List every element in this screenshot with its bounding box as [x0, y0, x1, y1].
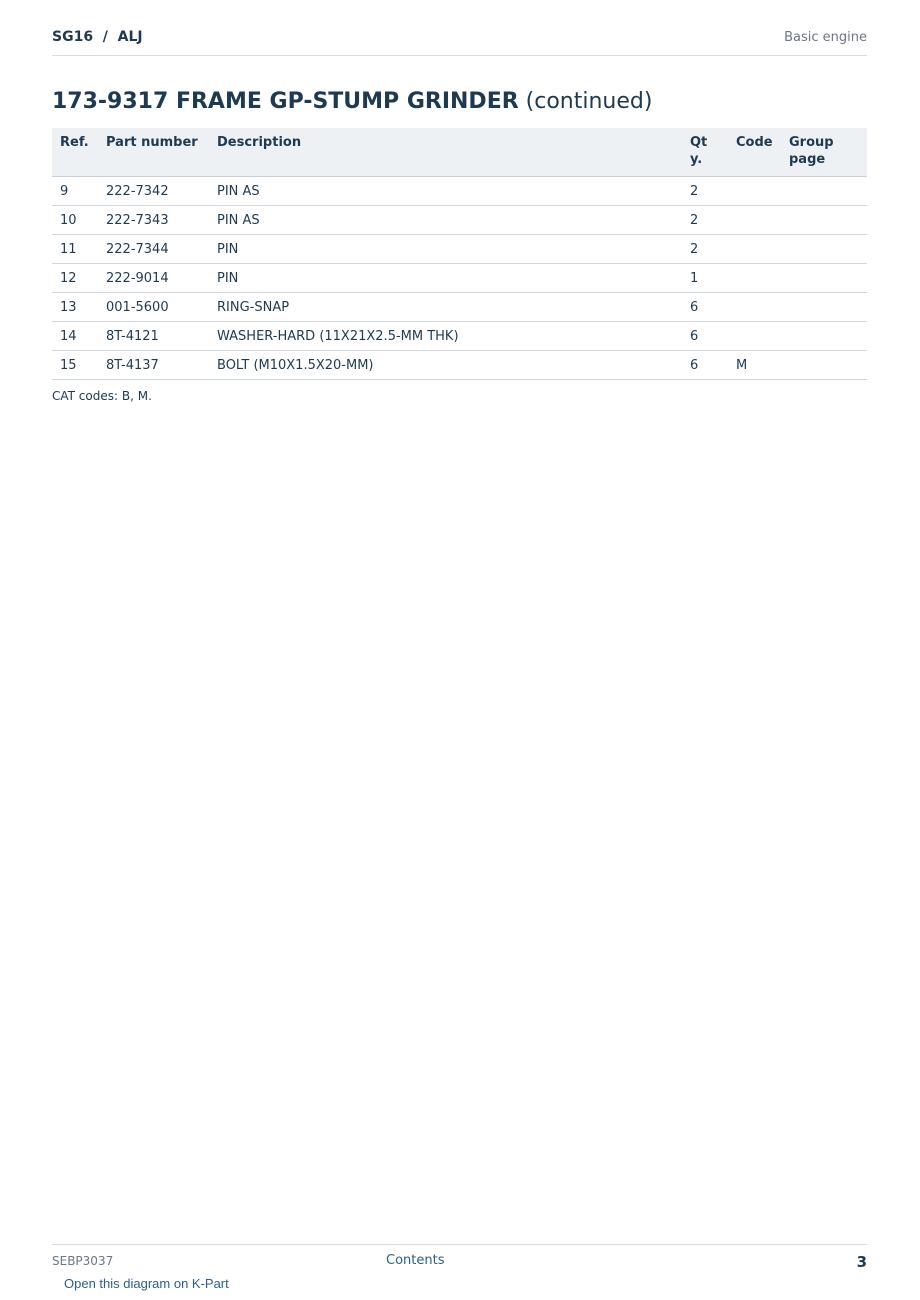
cell-code: M	[728, 351, 781, 380]
cell-ref: 10	[52, 206, 98, 235]
cell-description: WASHER-HARD (11X21X2.5-MM THK)	[209, 322, 682, 351]
header-group-page-label: Group page	[789, 135, 834, 167]
cell-code	[728, 177, 781, 206]
cell-description: PIN AS	[209, 206, 682, 235]
parts-table	[52, 128, 867, 380]
cell-group-page	[781, 322, 867, 351]
cell-qty: 2	[682, 235, 728, 264]
cell-code	[728, 322, 781, 351]
header-description: Description	[209, 128, 682, 177]
table-row	[52, 293, 867, 322]
table-row	[52, 235, 867, 264]
cell-code	[728, 293, 781, 322]
cell-ref: 9	[52, 177, 98, 206]
cell-part-number: 8T-4137	[98, 351, 209, 380]
cell-description: RING-SNAP	[209, 293, 682, 322]
cell-group-page	[781, 177, 867, 206]
breadcrumb: SG16 / ALJ	[52, 29, 143, 45]
cell-code	[728, 206, 781, 235]
title-suffix: (continued)	[525, 89, 653, 114]
cell-part-number: 222-9014	[98, 264, 209, 293]
contents-link[interactable]: Contents	[386, 1253, 445, 1268]
title-main: 173-9317 FRAME GP-STUMP GRINDER	[52, 89, 519, 114]
table-row	[52, 322, 867, 351]
table-row	[52, 351, 867, 380]
cat-codes-note: CAT codes: B, M.	[52, 389, 152, 403]
cell-qty: 6	[682, 322, 728, 351]
cell-code	[728, 235, 781, 264]
page-title	[52, 89, 652, 114]
cell-group-page	[781, 206, 867, 235]
cell-group-page	[781, 264, 867, 293]
page-number: 3	[856, 1253, 867, 1271]
table-row	[52, 177, 867, 206]
cell-description: PIN AS	[209, 177, 682, 206]
page-header	[52, 28, 867, 56]
cell-description: PIN	[209, 264, 682, 293]
cell-qty: 2	[682, 177, 728, 206]
header-part-number: Part number	[98, 128, 209, 177]
header-code: Code	[728, 128, 781, 177]
cell-ref: 14	[52, 322, 98, 351]
cell-group-page	[781, 351, 867, 380]
page-footer	[52, 1244, 867, 1275]
cell-part-number: 222-7344	[98, 235, 209, 264]
cell-description: BOLT (M10X1.5X20-MM)	[209, 351, 682, 380]
table-row	[52, 206, 867, 235]
header-qty	[682, 128, 728, 177]
open-kpart-link[interactable]: Open this diagram on K-Part	[64, 1276, 229, 1291]
section-label: Basic engine	[784, 30, 867, 45]
cell-qty: 6	[682, 351, 728, 380]
cell-ref: 15	[52, 351, 98, 380]
cell-qty: 1	[682, 264, 728, 293]
cell-group-page	[781, 293, 867, 322]
header-group-page	[781, 128, 867, 177]
header-ref: Ref.	[52, 128, 98, 177]
cell-part-number: 222-7342	[98, 177, 209, 206]
cell-ref: 12	[52, 264, 98, 293]
cell-qty: 6	[682, 293, 728, 322]
document-id: SEBP3037	[52, 1254, 114, 1268]
table-row	[52, 264, 867, 293]
cell-qty: 2	[682, 206, 728, 235]
cell-part-number: 8T-4121	[98, 322, 209, 351]
table-header-row	[52, 128, 867, 177]
cell-code	[728, 264, 781, 293]
cell-ref: 11	[52, 235, 98, 264]
cell-part-number: 222-7343	[98, 206, 209, 235]
cell-part-number: 001-5600	[98, 293, 209, 322]
cell-group-page	[781, 235, 867, 264]
header-qty-label: Qty.	[690, 135, 708, 167]
cell-description: PIN	[209, 235, 682, 264]
cell-ref: 13	[52, 293, 98, 322]
